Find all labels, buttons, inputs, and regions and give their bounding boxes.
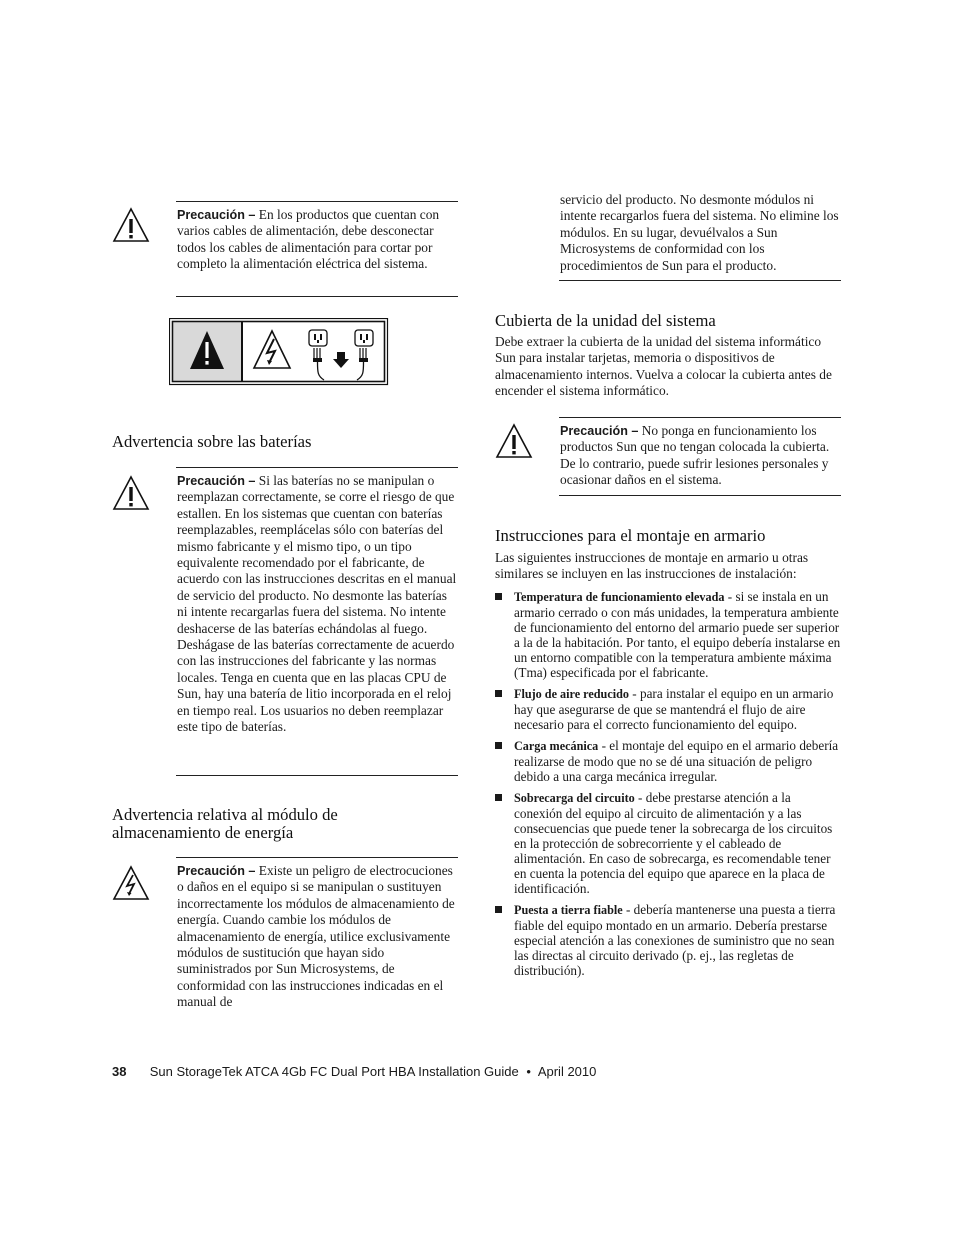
caution-text: No ponga en funcionamiento los productos Sun que no tengan colocada la cubierta. De lo contrario, puede sufrir lesiones personales y ocasionar daños en el sistema. [560,423,830,488]
bullet-square-icon [495,593,502,600]
energy-heading-line2: almacenamiento de energía [112,823,294,842]
list-item [495,902,841,978]
list-item-term: Sobrecarga del circuito [514,791,635,805]
exclamation-triangle-icon [112,207,150,243]
caution1-bottom-rule [176,296,458,297]
caution-label: Precaución – [560,424,639,438]
list-item [495,790,841,896]
list-item-text: - si se instala en un armario cerrado o con más unidades, la temperatura ambiente de funcionamiento del entorno del armario puede ser superior a la de la habitación. Por tanto, el equipo debería instalarse en un entorno compatible con la temperatura ambiente máxima (Tma) especificada por el fabricante. [514,589,841,680]
bullet-square-icon [495,742,502,749]
bullet-square-icon [495,906,502,913]
list-item-text: - debería mantenerse una puesta a tierra fiable del equipo montado en un armario. Debería prestarse especial atención a las conexiones de suministro que no sean las directas al circuito derivado (p. ej., las regletas de distribución). [514,902,836,978]
lightning-triangle-icon [112,865,150,901]
cover-heading: Cubierta de la unidad del sistema [495,311,716,330]
list-item-text: - para instalar el equipo en un armario hay que asegurarse de que se mantendrá el flujo de aire necesario para el correcto funcionamiento del equipo. [514,686,834,732]
rack-heading: Instrucciones para el montaje en armario [495,526,766,545]
rack-intro: Las siguientes instrucciones de montaje en armario u otras similares se incluyen en las instrucciones de instalación: [495,550,809,582]
footer-date: April 2010 [537,1064,597,1079]
energy-caution-block [177,863,457,1011]
exclamation-triangle-icon [112,475,150,511]
battery-caution-top-rule [176,467,458,468]
list-item-term: Temperatura de funcionamiento elevada [514,590,725,604]
cover-caution-bottom-rule [559,495,841,496]
caution-label: Precaución – [177,864,256,878]
page-number: 38 [112,1064,127,1079]
caution-label: Precaución – [177,208,256,222]
power-warning-label-graphic [169,318,389,386]
cover-caution-block [560,423,840,489]
bullet-square-icon [495,794,502,801]
battery-heading: Advertencia sobre las baterías [112,432,312,451]
cover-caution-top-rule [559,417,841,418]
footer-separator: • [526,1064,531,1079]
bullet-square-icon [495,690,502,697]
rack-instructions-list [495,589,841,984]
energy-heading-line1: Advertencia relativa al módulo de [112,805,338,824]
list-item [495,589,841,680]
list-item-text: - debe prestarse atención a la conexión del equipo al circuito de alimentación y a las consecuencias que puede tener la sobrecarga de los circuitos en la protección de sobrecorriente y el cableado de alimentación. En caso de sobrecarga, es recomendable tener en cuenta la potencia del equipo que aparece en la placa de identificación. [514,790,833,896]
caution-text: Existe un peligro de electrocuciones o daños en el equipo si se manipulan o sustituyen incorrectamente los módulos de almacenamiento de energía. Cuando cambie los módulos de almacenamiento de energía, utilice exclusivamente módulos de sustitución que hayan sido suministrados por Sun Microsystems, de conformidad con las instrucciones indicadas en el manual de [177,863,455,1010]
cover-body: Debe extraer la cubierta de la unidad del sistema informático Sun para instalar tarjetas, memoria o dispositivos de almacenamiento internos. Vuelva a colocar la cubierta antes de encender el sistema informático. [495,334,832,399]
list-item-text: - el montaje del equipo en el armario debería realizarse de modo que no se dé una situación de peligro debido a una carga mecánica irregular. [514,738,839,784]
battery-caution-block [177,473,457,736]
caution-label: Precaución – [177,474,256,488]
footer-title: Sun StorageTek ATCA 4Gb FC Dual Port HBA Installation Guide [149,1064,519,1079]
list-item [495,738,841,784]
page-footer [112,1064,596,1079]
caution1-top-rule [176,201,458,202]
caution-text: Si las baterías no se manipulan o reemplazan correctamente, se corre el riesgo de que estallen. En los sistemas que cuentan con baterías reemplazables, reemplácelas sólo con baterías del mismo fabricante y el mismo tipo, o un tipo equivalente recomendado por el fabricante, de acuerdo con las instrucciones descritas en el manual de servicio del producto. No desmonte las baterías ni intente recargarlas fuera del sistema. No intente deshacerse de las baterías echándolas al fuego. Deshágase de las baterías correctamente de acuerdo con las instrucciones del fabricante y las normas locales. Tenga en cuenta que en las placas CPU de Sun, hay una batería de litio incorporada en el reloj en tiempo real. Los usuarios no deben reemplazar este tipo de baterías. [177,473,457,735]
battery-caution-bottom-rule [176,775,458,776]
energy-caution-bottom-rule [559,280,841,281]
list-item-term: Flujo de aire reducido [514,687,629,701]
list-item-term: Puesta a tierra fiable [514,903,623,917]
energy-heading [112,806,452,842]
caution1-block [177,207,457,273]
energy-caution-top-rule [176,857,458,858]
list-item-term: Carga mecánica [514,739,599,753]
energy-caution-continued: servicio del producto. No desmonte módulos ni intente recargarlos fuera del sistema. No elimine los módulos. En su lugar, devuélvalos a Sun Microsystems de conformidad con los procedimientos de Sun para el producto. [560,192,839,273]
exclamation-triangle-icon [495,423,533,459]
list-item [495,686,841,732]
caution-text: En los productos que cuentan con varios cables de alimentación, debe desconectar todos los cables de alimentación para cortar por completo la alimentación eléctrica del sistema. [177,207,440,272]
